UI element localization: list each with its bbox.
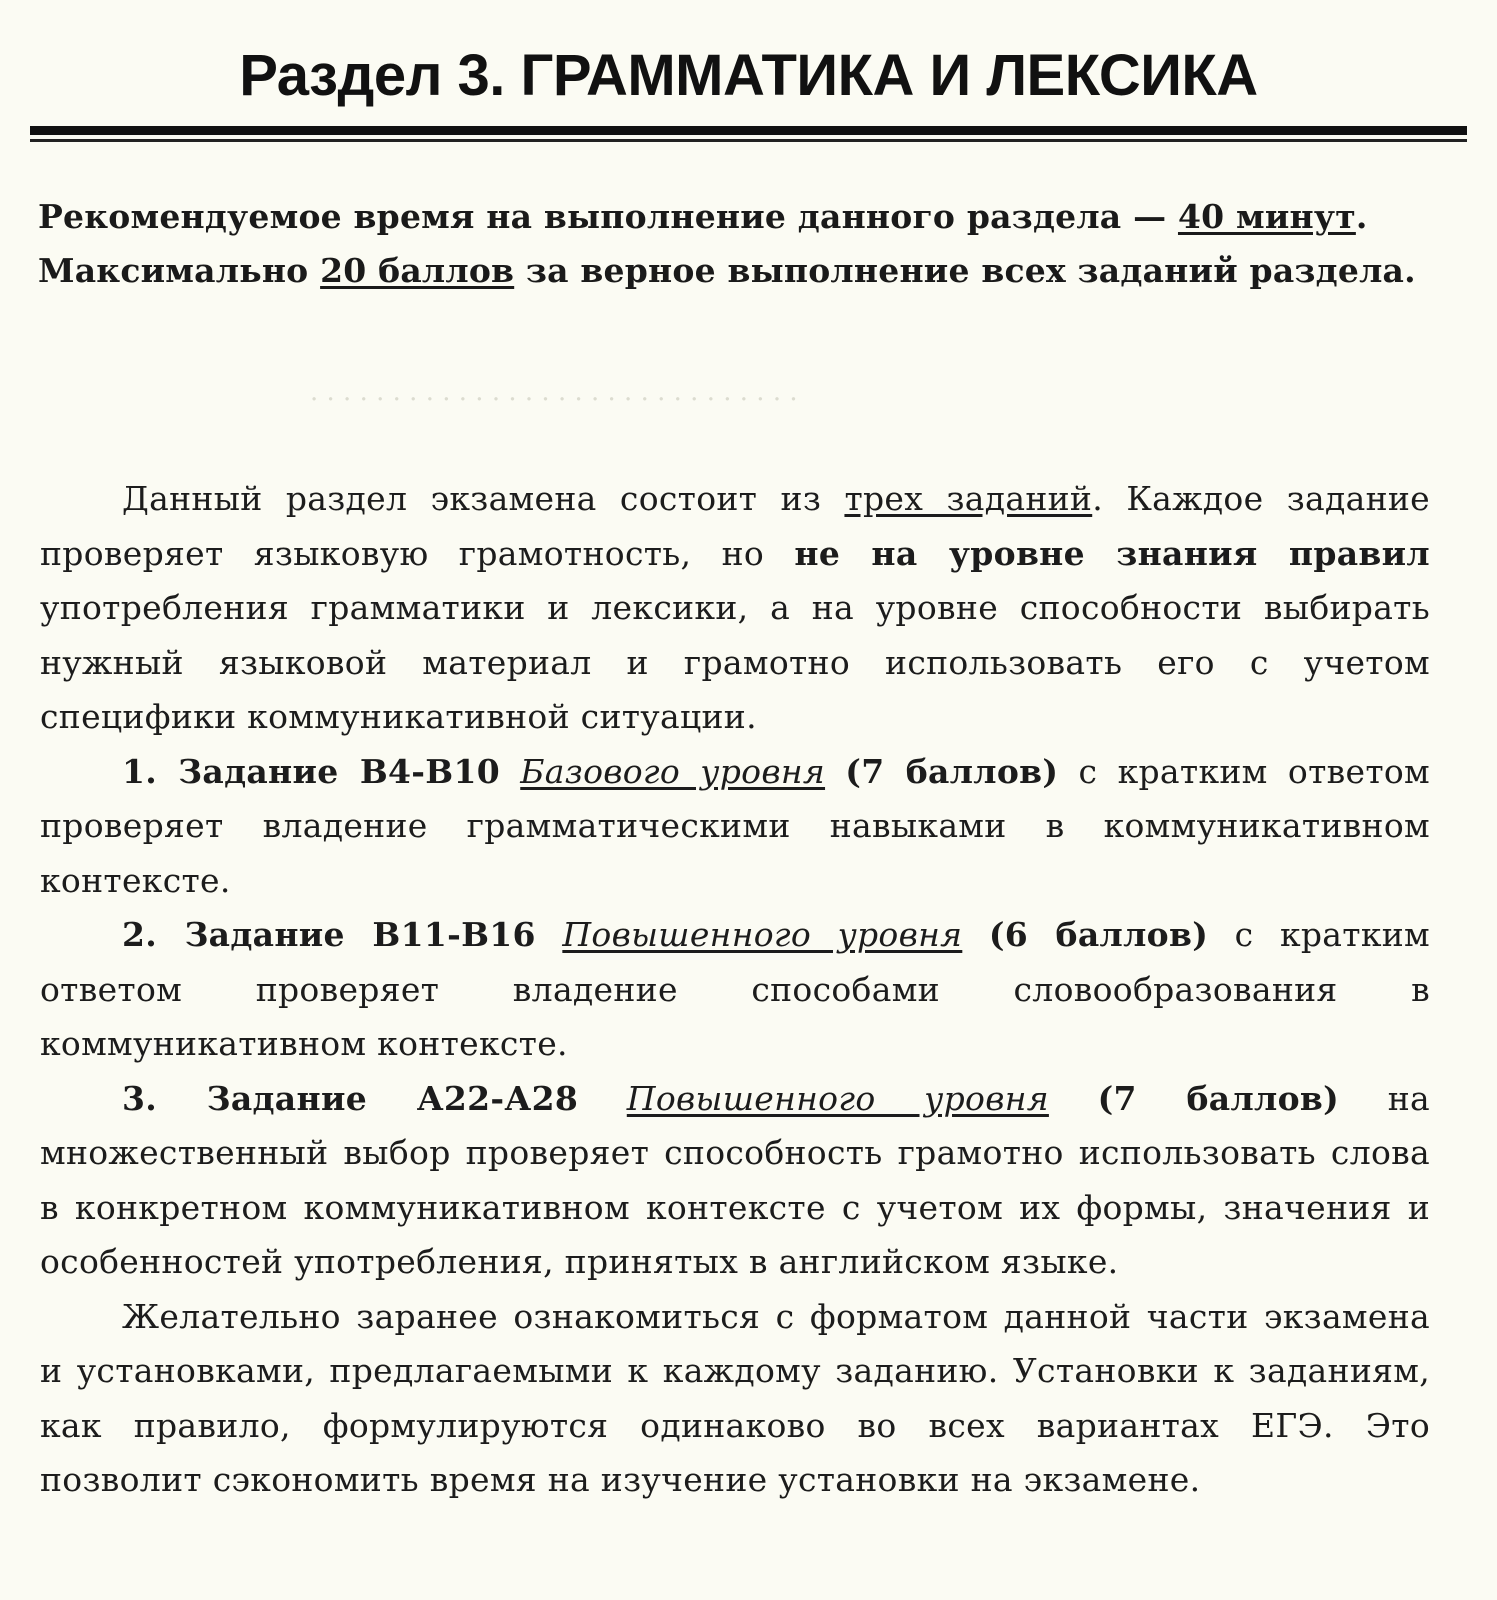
task-description: на множественный выбор проверяет способность грамотно использовать слова в конкретном коммуникативном контексте с учетом их формы, значения и особенностей употребления, принятых в английском языке. bbox=[40, 1078, 1430, 1281]
closing-paragraph: Желательно заранее ознакомиться с форматом данной части экзамена и установками, предлагаемыми к каждому заданию. Установки к заданиям, как правило, формулируются одинаково во всех вариантах ЕГЭ. Это позволит сэкономить время на изучение установки на экзамене. bbox=[40, 1296, 1430, 1499]
time-value: 40 минут bbox=[1177, 197, 1356, 236]
task-item-2 bbox=[40, 908, 1430, 1072]
task-points: (6 баллов) bbox=[988, 915, 1209, 954]
task-points: (7 баллов) bbox=[845, 751, 1059, 791]
task-count: трех заданий bbox=[844, 479, 1093, 518]
task-item-3 bbox=[40, 1072, 1430, 1290]
task-level: Повышенного уровня bbox=[562, 915, 963, 954]
task-description: с кратким ответом проверяет владение способами словообразования в коммуникативном контексте. bbox=[40, 915, 1431, 1063]
task-label: 3. Задание А22-А28 bbox=[122, 1078, 579, 1118]
points-value: 20 баллов bbox=[320, 251, 515, 290]
time-notice bbox=[38, 190, 1458, 298]
task-label: 1. Задание В4-В10 bbox=[122, 751, 500, 791]
intro-paragraph: Данный раздел экзамена состоит из трех заданий. Каждое задание проверяет языковую грамотность, но не на уровне знания правил употребления грамматики и лексики, а на уровне способности выбирать нужный языковой материал и грамотно использовать его с учетом специфики коммуникативной ситуации. bbox=[40, 479, 1430, 736]
task-label: 2. Задание В11-В16 bbox=[122, 915, 536, 954]
bleed-through-text: · · · · · · · · · · · · · · · · · · · · · · · · · · · · · · bbox=[310, 385, 798, 415]
time-notice-line-2: Максимально 20 баллов за верное выполнение всех заданий раздела. bbox=[38, 251, 1416, 290]
section-description bbox=[40, 472, 1430, 1508]
task-description: с кратким ответом проверяет владение грамматическими навыками в коммуникативном контексте. bbox=[40, 751, 1431, 900]
title-rule-thick bbox=[30, 126, 1467, 135]
section-title: Раздел 3. ГРАММАТИКА И ЛЕКСИКА bbox=[239, 43, 1258, 108]
task-points: (7 баллов) bbox=[1097, 1078, 1340, 1118]
task-level: Повышенного уровня bbox=[626, 1078, 1049, 1118]
task-item-1 bbox=[40, 745, 1430, 909]
time-notice-line-1: Рекомендуемое время на выполнение данного раздела — 40 минут. bbox=[38, 197, 1368, 236]
task-level: Базового уровня bbox=[520, 751, 826, 791]
emphasis-text: не на уровне знания правил bbox=[794, 533, 1430, 573]
title-rule-thin bbox=[30, 139, 1467, 142]
